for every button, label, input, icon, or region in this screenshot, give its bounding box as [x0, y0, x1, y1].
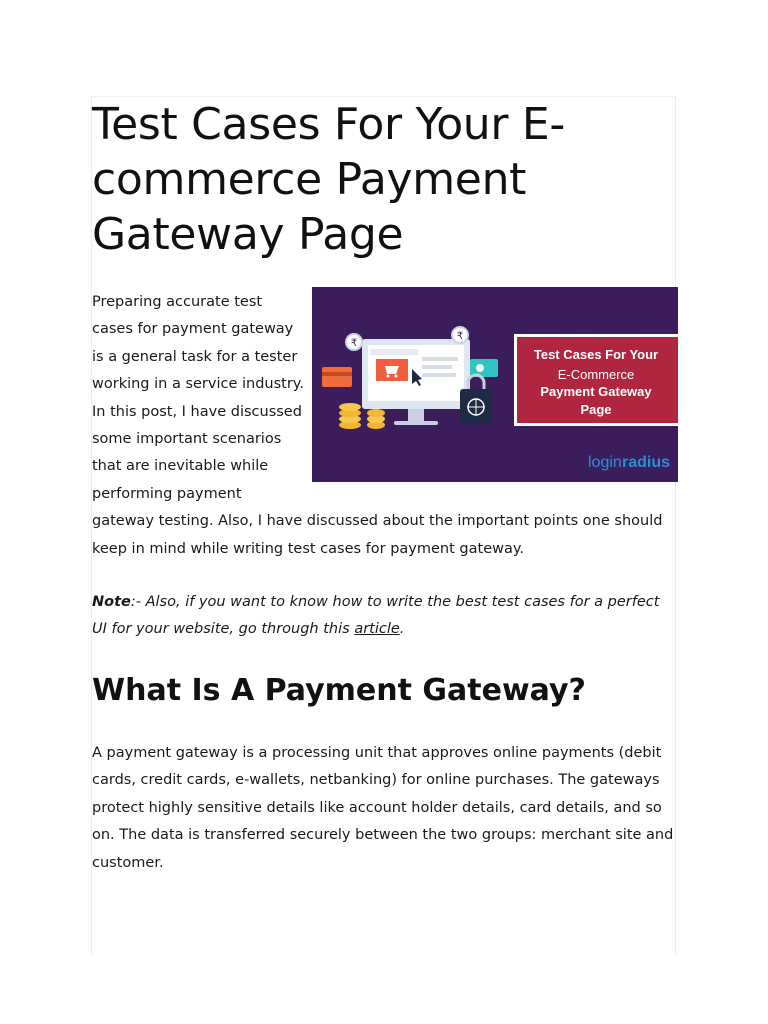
note-text: :- Also, if you want to know how to write the best test cases for a perfect UI for your website, go through this [92, 594, 660, 638]
note-label: Note [92, 594, 131, 610]
credit-card-icon [322, 367, 352, 387]
page-title: Test Cases For Your E-commerce Payment Gateway Page [92, 99, 565, 260]
hero-image [312, 287, 678, 482]
section-paragraph [92, 740, 682, 877]
card-line-4: Page [580, 402, 612, 417]
section-heading: What Is A Payment Gateway? [92, 673, 586, 708]
logo-text-a: login [588, 454, 622, 471]
article-link[interactable]: article [354, 621, 400, 638]
svg-text:₹: ₹ [456, 331, 464, 342]
svg-text:₹: ₹ [350, 338, 358, 349]
card-line-2: E-Commerce [557, 367, 635, 382]
logo-text-b: radius [622, 454, 671, 471]
card-line-1: Test Cases For Your [533, 347, 659, 362]
note-paragraph [92, 589, 678, 644]
intro-text: Preparing accurate test cases for payment gateway is a general task for a tester working in a service industry. In this post, I have discussed some important scenarios that are inevitable while performing payment gateway testing. Also, I have discussed about the important points one should keep in mind while writing test cases for payment gateway. [92, 294, 663, 557]
card-line-3: Payment Gateway [540, 384, 652, 399]
note-end: . [399, 621, 405, 638]
document-page [91, 96, 676, 956]
loginradius-logo [588, 454, 670, 471]
section-text: A payment gateway is a processing unit that approves online payments (debit cards, credit cards, e-wallets, netbanking) for online purchases. The gateways protect highly sensitive details like account holder details, card details, and so on. The data is transferred securely between the two groups: merchant site and customer. [92, 745, 674, 871]
